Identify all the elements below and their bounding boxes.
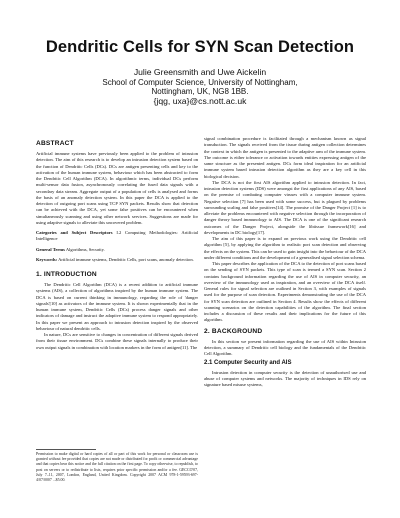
subsection-paragraph: Intrusion detection in computer security is the detection of unauthorised use and abuse of computer systems and networks. The majority of techniques in IDS rely on signature based misuse systems, xyxy=(204,369,366,388)
affiliation-line-2: Nottingham, UK, NG8 1BB. xyxy=(151,87,249,97)
categories-label: Categories and Subject Descriptors xyxy=(36,230,113,235)
footnote-rule xyxy=(36,449,96,450)
background-heading: 2. BACKGROUND xyxy=(204,327,263,335)
introduction-paragraph-2: In nature, DCs are sensitive to changes in concentration of different signals derived from their tissue environment. DCs combine these signals internally to produce their own output signals in combination with location markers in the form of antigen[11]. The xyxy=(36,332,198,350)
categories-text: I.2 Computing Methodologies: Artificial Intelligence xyxy=(36,230,199,242)
right-paragraph-2: The DCA is not the first AIS algorithm applied to intrusion detection. In fact, intrusion detection systems (IDS) were amongst the first applications of any AIS, based on the premise of combating computer viruses with a computer immune system. Negative selection [7] has been used with some success, but is plagued by problems surrounding scaling and false positives[14]. The promise of the Danger Project [1] is to alleviate the problems encountered with negative selection through the incorporation of danger theory based immunology to AIS. The DCA is one of the significant research outcomes of the Danger Project, alongside the libtissue framework[16] and developments in DC biology[17]. xyxy=(204,179,366,235)
right-column xyxy=(204,136,366,389)
categories-line xyxy=(36,230,198,243)
author-email: {jqg, uxa}@cs.nott.ac.uk xyxy=(153,95,247,106)
paper-title: Dendritic Cells for SYN Scan Detection xyxy=(45,38,355,56)
keywords-label: Keywords: xyxy=(36,256,58,262)
abstract-text: Artificial immune systems have previously been applied to the problem of intrusion detection. The aim of this research is to develop an intrusion detection system based on the function of Dendritic Cells (DCs). DCs are antigen presenting cells and key to the activation of the human immune system, behaviour which has been abstracted to form the Dendritic Cell Algorithm (DCA). In algorithmic terms, individual DCs perform multi-sensor data fusion, asynchronously correlating the fused data signals with a secondary data stream. Aggregate output of a population of cells is analysed and forms the basis of an anomaly detection system. In this paper the DCA is applied to the detection of outgoing port scans using TCP SYN packets. Results show that detection can be achieved with the DCA, yet some false positives can be encountered when simultaneously scanning and using other network services. Suggestions are made for using adaptive signals to alleviate this uncovered problem. xyxy=(36,151,198,225)
general-terms-label: General Terms xyxy=(36,246,65,252)
author-names: Julie Greensmith and Uwe Aickelin xyxy=(133,67,267,77)
left-column xyxy=(36,136,198,351)
introduction-heading: 1. INTRODUCTION xyxy=(36,271,97,278)
right-paragraph-3: The aim of this paper is to expand on previous work using the Dendritic cell algorithm [5], by applying the algorithm to realistic port scan detection and observing the effects on the system. This can be used to gain insight into the behaviour of the DCA under different conditions and the development of a generalised signal selection schema. xyxy=(204,236,366,260)
keywords-text: Artificial immune systems, Dendritic Cells, port scans, anomaly detection. xyxy=(58,256,194,262)
general-terms-text: Algorithms, Security. xyxy=(65,246,105,252)
footnote-text: Permission to make digital or hard copies of all or part of this work for personal or classroom use is granted without fee provided that copies are not made or distributed for profit or commercial advantage and that copies bear this notice and the full citation on the first page. To copy otherwise, to republish, to post on servers or to redistribute to lists, requires prior specific permission and/or a fee. GECCO'07, July 7–11, 2007, London, England, United Kingdom. Copyright 2007 ACM 978-1-59593-697-4/07/0007 ...$5.00. xyxy=(36,452,198,483)
subsection-heading: 2.1 Computer Security and AIS xyxy=(204,360,292,367)
copyright-footnote xyxy=(36,449,198,483)
right-paragraph-1: signal combination procedure is facilitated through a mechanism known as signal transduction. The signals received from the tissue during antigen collection determines the context in which the antigen is presented to the adaptive arm of the immune system. The outcome is either tolerance or activation towards entities expressing antigen of the same structure as the presented antigen. DCs form ideal inspiration for an artificial immune system based intrusion detection algorithm as they are a key cell in this biological decision. xyxy=(204,136,366,179)
keywords-line xyxy=(36,257,198,263)
background-paragraph: In this section we present information regarding the use of AIS within Intrusion detection, a summary of Dendritic cell biology and the fundamentals of the Dendritic Cell Algorithm. xyxy=(204,338,366,356)
right-paragraph-4: This paper describes the application of the DCA to the detection of port scans based on the sending of SYN packets. This type of scan is termed a SYN scan. Section 2 contains background information regarding the use of AIS in computer security, an overview of the immunology used as inspiration, and an overview of the DCA itself. General rules for signal selection are outlined in Section 3, with examples of signals used for the purpose of scan detection. Experiments demonstrating the use of the DCA for SYN scan detection are outlined in Section 4. Results show the effects of different scanning scenarios on the detection capabilities of the algorithm. The final section includes a discussion of these results and their implications for the future of this algorithm. xyxy=(204,261,366,323)
author-block xyxy=(0,68,400,106)
affiliation-line-1: School of Computer Science, University of Nottingham, xyxy=(102,78,298,88)
introduction-paragraph-1: The Dendritic Cell Algorithm (DCA) is a recent addition to artificial immune systems (AIS), a collection of algorithms inspired by the human immune system. The DCA is based on current thinking in immunology, regarding the role of 'danger signals'[10] as activators of the immune system. It is shown experimentally that in the human immune system, Dendritic Cells (DCs) process danger signals and other indicators of damage and instruct the adaptive immune system to respond appropriately. In this paper we present an approach to intrusion detection inspired by the observed behaviour of natural dendritic cells. xyxy=(36,282,198,331)
abstract-heading: ABSTRACT xyxy=(36,140,74,147)
